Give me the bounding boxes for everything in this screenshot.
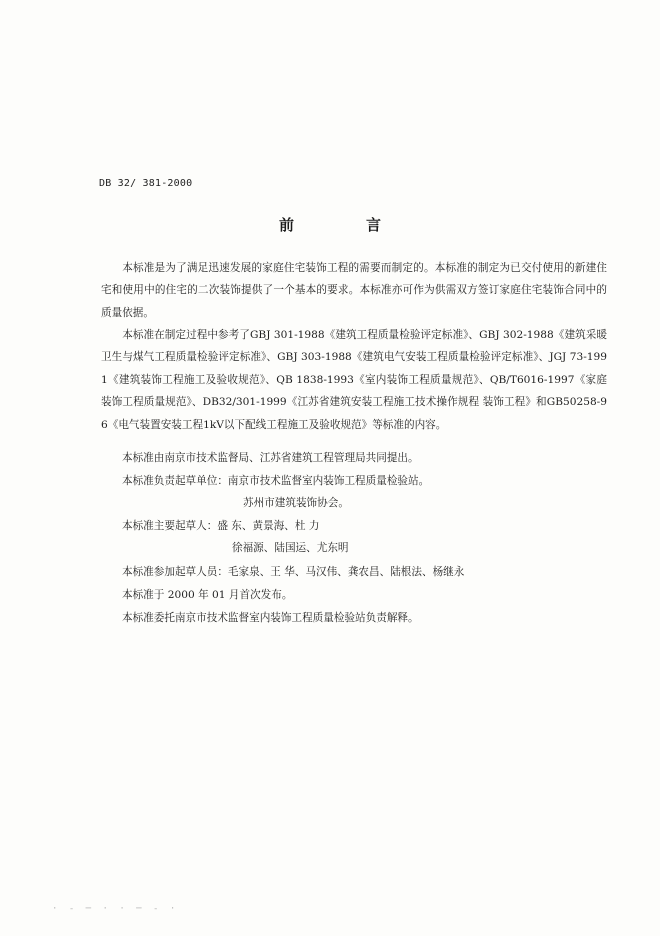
release-date-line: 本标准于 2000 年 01 月首次发布。 — [122, 589, 293, 601]
paragraph-purpose — [101, 257, 607, 324]
page-title — [0, 214, 660, 235]
drafting-unit-line: 本标准负责起草单位：南京市技术监督室内装饰工程质量检验站。 — [122, 475, 430, 487]
document-code: DB 32/ 381-2000 — [99, 178, 193, 189]
participating-drafters-line: 本标准参加起草人员：毛家泉、王 华、马汉伟、龚农昌、陆根法、杨继永 — [122, 566, 465, 578]
interpretation-line: 本标准委托南京市技术监督室内装饰工程质量检验站负责解释。 — [122, 612, 419, 624]
drafting-unit-line-2: 苏州市建筑装饰协会。 — [243, 497, 349, 509]
proposing-department-line: 本标准由南京市技术监督局、江苏省建筑工程管理局共同提出。 — [122, 452, 419, 464]
paragraph-purpose-text: 本标准是为了满足迅速发展的家庭住宅装饰工程的需要而制定的。本标准的制定为已交付使用的新建住宅和使用中的住宅的二次装饰提供了一个基本的要求。本标准亦可作为供需双方签订家庭住宅装饰合同中的质量依据。 — [101, 262, 607, 319]
paragraph-references-text: 本标准在制定过程中参考了GBJ 301-1988《建筑工程质量检验评定标准》、GBJ 302-1988《建筑采暖卫生与煤气工程质量检验评定标准》、GBJ 303-1988《建筑电气安装工程质量检验评定标准》、JGJ 73-1991《建筑装饰工程施工及验收规范》、QB 1838-1993《室内装饰工程质量规范》、QB/T6016-1997《家庭装饰工程质量规范》、DB32/301-1999《江苏省建筑安装工程施工技术操作规程 装饰工程》和GB50258-96《电气装置安装工程1kV以下配线工程施工及验收规范》等标准的内容。 — [101, 329, 607, 431]
paragraph-references — [101, 324, 607, 436]
title-char-1: 前 — [278, 216, 294, 234]
main-drafters-line: 本标准主要起草人：盛 东、黄景海、杜 力 — [122, 520, 320, 532]
scan-noise-marks: · - ─ · · ─ - · — [52, 904, 179, 914]
main-drafters-line-2: 徐福源、陆国运、尤东明 — [232, 542, 349, 554]
title-char-2: 言 — [366, 216, 382, 234]
